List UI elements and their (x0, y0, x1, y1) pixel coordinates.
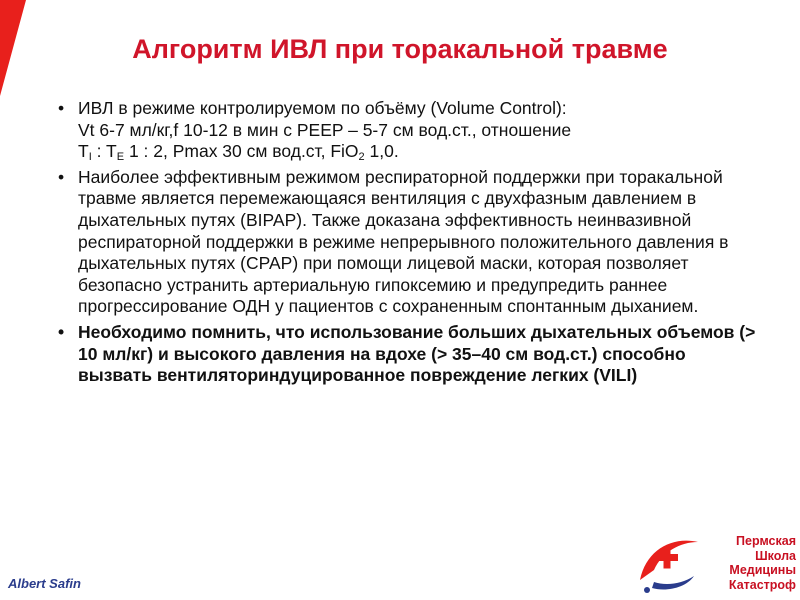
bullet-text: Наиболее эффективным режимом респираторной поддержки при торакальной травме является перемежающаяся вентиляция с двухфазным давлением в дыхательных путях (BIPAP). Также доказана эффективность неинвазивной респираторной поддержки в режиме непрерывного положительного давления в дыхательных путях (CPAP) при помощи лицевой маски, которая позволяет безопасно устранить артериальную гипоксемию и предупредить раннее прогрессирование ОДН у пациентов с сохраненным спонтанным дыханием. (78, 166, 729, 317)
author-name: Albert Safin (8, 576, 81, 591)
bullet-text: Vt 6-7 мл/кг,f 10-12 в мин с PEEP – 5-7 см вод.ст., отношение (78, 119, 572, 140)
slide-title: Алгоритм ИВЛ при торакальной травме (132, 34, 668, 64)
bullet-item: • ИВЛ в режиме контролируемом по объёму (Volume Control): Vt 6-7 мл/кг,f 10-12 в мин с PEEP – 5-7 см вод.ст., отношение $T_I$ : $T_E$ 1 : 2, Pmax 30 см вод.ст, FiO$_2$ 1,0. (58, 98, 572, 164)
bullet-dot: • (58, 98, 65, 118)
emergency-cross-logo-icon (632, 530, 722, 600)
logo-text: Пермская Школа Медицины Катастроф (728, 534, 796, 592)
bullet-dot: • (58, 166, 65, 187)
bullet-text: ИВЛ в режиме контролируемом по объёму (Volume Control): (78, 98, 567, 118)
bullet-text: Необходимо помнить, что использование больших дыхательных объемов (> 10 мл/кг) и высокого давления на вдохе (> 35–40 см вод.ст.) способно вызвать вентиляториндуцированное повреждение легких (VILI) (78, 321, 756, 386)
bullet-item (58, 167, 758, 318)
slide-content (58, 98, 758, 387)
bullet-item-emphasis (58, 322, 758, 387)
school-logo (632, 530, 800, 600)
bullet-dot: • (58, 321, 65, 342)
